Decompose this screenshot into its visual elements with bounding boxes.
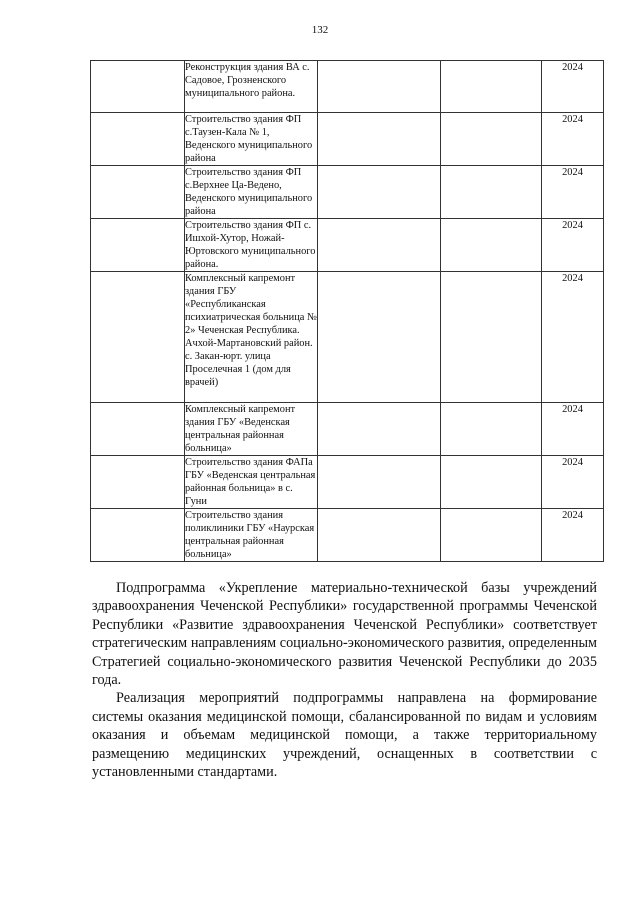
table-cell-empty [441, 113, 542, 166]
measure-year-cell: 2024 [542, 403, 604, 456]
measure-year-cell: 2024 [542, 456, 604, 509]
table-cell-empty [441, 272, 542, 403]
table-cell-empty [91, 166, 185, 219]
table-cell-empty [441, 403, 542, 456]
table-cell-empty [318, 403, 441, 456]
table-cell-empty [91, 61, 185, 113]
table-cell-empty [441, 61, 542, 113]
measure-name-cell: Комплексный капремонт здания ГБУ «Веденская центральная районная больница» [185, 403, 318, 456]
table-cell-empty [91, 272, 185, 403]
table-cell-empty [91, 403, 185, 456]
table-row [91, 113, 604, 166]
table-cell-empty [318, 61, 441, 113]
table-cell-empty [441, 456, 542, 509]
measure-name-cell: Комплексный капремонт здания ГБУ «Республиканская психиатрическая больница № 2» Чеченская Республика. Ачхой-Мартановский район. с. Закан-юрт. улица Проселечная 1 (дом для врачей) [185, 272, 318, 403]
paragraph-subprogram-compliance: Подпрограмма «Укрепление материально-технической базы учреждений здравоохранения Чеченской Республики» государственной программы Чеченской Республики «Развитие здравоохранения Чеченской Республики» соответствует стратегическим направлениям социально-экономического развития, определенным Стратегией социально-экономического развития Чеченской Республики до 2035 года. [92, 580, 597, 689]
measure-name-cell: Строительство здания ФП с.Таузен-Кала № 1, Веденского муниципального района [185, 113, 318, 166]
table-cell-empty [318, 509, 441, 562]
table-row [91, 456, 604, 509]
table-cell-empty [91, 113, 185, 166]
measures-table-body [91, 61, 604, 562]
table-cell-empty [441, 166, 542, 219]
measure-name-cell: Строительство здания поликлиники ГБУ «Наурская центральная районная больница» [185, 509, 318, 562]
body-text [92, 579, 597, 781]
table-cell-empty [91, 509, 185, 562]
table-row [91, 61, 604, 113]
table-cell-empty [318, 272, 441, 403]
table-cell-empty [318, 113, 441, 166]
table-row [91, 403, 604, 456]
measure-year-cell: 2024 [542, 166, 604, 219]
table-row [91, 509, 604, 562]
table-cell-empty [318, 219, 441, 272]
table-cell-empty [91, 456, 185, 509]
measure-year-cell: 2024 [542, 219, 604, 272]
measure-name-cell: Строительство здания ФП с. Ишхой-Хутор, Ножай-Юртовского муниципального района. [185, 219, 318, 272]
paragraph-implementation-goal: Реализация мероприятий подпрограммы направлена на формирование системы оказания медицинской помощи, сбалансированной по видам и условиям оказания и объемам медицинской помощи, а также территориальному размещению медицинских учреждений, оснащенных в соответствии с установленными стандартами. [92, 690, 597, 781]
measure-name-cell: Реконструкция здания ВА с. Садовое, Грозненского муниципального района. [185, 61, 318, 113]
measure-name-cell: Строительство здания ФАПа ГБУ «Веденская центральная районная больница» в с. Гуни [185, 456, 318, 509]
page-number: 132 [311, 24, 329, 36]
table-row [91, 272, 604, 403]
table-row [91, 166, 604, 219]
measure-year-cell: 2024 [542, 272, 604, 403]
measure-year-cell: 2024 [542, 509, 604, 562]
table-cell-empty [441, 219, 542, 272]
measure-year-cell: 2024 [542, 61, 604, 113]
measure-year-cell: 2024 [542, 113, 604, 166]
measure-name-cell: Строительство здания ФП с.Верхнее Ца-Ведено, Веденского муниципального района [185, 166, 318, 219]
table-row [91, 219, 604, 272]
table-cell-empty [91, 219, 185, 272]
table-cell-empty [318, 166, 441, 219]
measures-table [90, 60, 604, 562]
table-cell-empty [318, 456, 441, 509]
table-cell-empty [441, 509, 542, 562]
